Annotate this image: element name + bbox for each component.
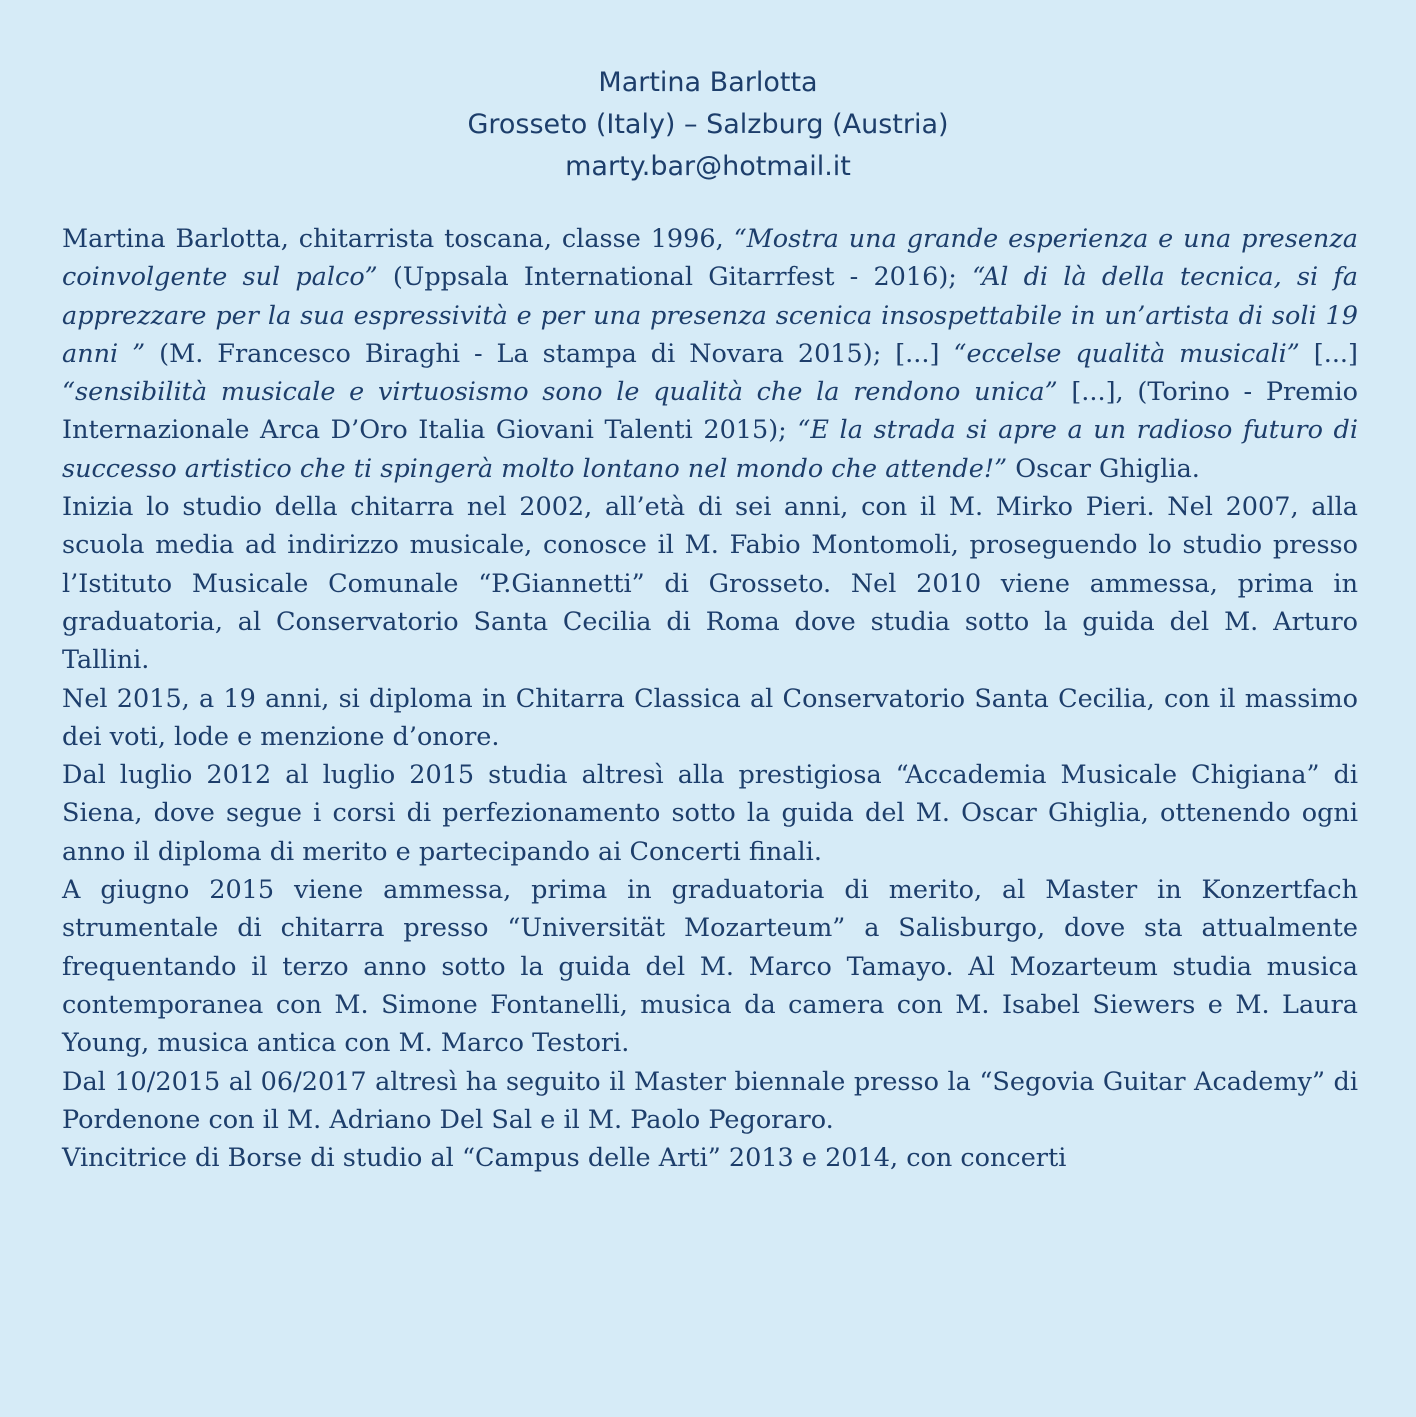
bio-text: [...]: [1299, 338, 1358, 369]
bio-paragraph-early-studies: Inizia lo studio della chitarra nel 2002, all’età di sei anni, con il M. Mirko Pieri. Nel 2007, alla scuola media ad indirizzo musicale, conosce il M. Fabio Montomoli, proseguendo lo studio presso l’Istituto Musicale Comunale “P.Giannetti” di Grosseto. Nel 2010 viene ammessa, prima in graduatoria, al Conservatorio Santa Cecilia di Roma dove studia sotto la guida del M. Arturo Tallini.: [62, 492, 1358, 676]
review-quote: “E la strada si apre a un radioso futuro di successo artistico che ti spingerà molto lontano nel mondo che attende!”: [62, 415, 1358, 484]
review-quote: “Al di là della tecnica, si fa apprezzare per la sua espressività e per una presenza scenica insospettabile in un’artista di soli 19 anni ”: [62, 262, 1358, 369]
bio-text: (M. Francesco Biraghi - La stampa di Novara 2015); [...]: [145, 338, 954, 369]
review-quote: “sensibilità musicale e virtuosismo sono le qualità che la rendono unica”: [62, 377, 1058, 408]
bio-text: Oscar Ghiglia.: [1007, 453, 1200, 484]
bio-paragraph-segovia: Dal 10/2015 al 06/2017 altresì ha seguito il Master biennale presso la “Segovia Guitar Academy” di Pordenone con il M. Adriano Del Sal e il M. Paolo Pegoraro.: [62, 1066, 1358, 1135]
bio-text: (Uppsala International Gitarrfest - 2016);: [377, 262, 973, 293]
review-quote: “Mostra una grande esperienza e una presenza coinvolgente sul palco”: [62, 224, 1358, 293]
review-quote: “eccelse qualità musicali”: [953, 338, 1300, 369]
author-location: Grosseto (Italy) – Salzburg (Austria): [467, 109, 949, 140]
bio-paragraph-diploma: Nel 2015, a 19 anni, si diploma in Chitarra Classica al Conservatorio Santa Cecilia, con il massimo dei voti, lode e menzione d’onore.: [62, 683, 1358, 752]
bio-text: Martina Barlotta, chitarrista toscana, classe 1996,: [62, 224, 734, 254]
biography-text: [62, 220, 1358, 1177]
bio-paragraph-mozarteum: A giugno 2015 viene ammessa, prima in graduatoria di merito, al Master in Konzertfach strumentale di chitarra presso “Universität Mozarteum” a Salisburgo, dove sta attualmente frequentando il terzo anno sotto la guida del M. Marco Tamayo. Al Mozarteum studia musica contemporanea con M. Simone Fontanelli, musica da camera con M. Isabel Siewers e M. Laura Young, musica antica con M. Marco Testori.: [62, 875, 1358, 1059]
bio-text: [...], (Torino - Premio Internazionale Arca D’Oro Italia Giovani Talenti 2015);: [62, 377, 1358, 446]
bio-paragraph-scholarships: Vincitrice di Borse di studio al “Campus delle Arti” 2013 e 2014, con concerti: [62, 1143, 1067, 1174]
document-header: [0, 62, 1416, 188]
author-email: marty.bar@hotmail.it: [565, 151, 851, 182]
bio-paragraph-reviews: [62, 220, 1358, 488]
bio-paragraph-chigiana: Dal luglio 2012 al luglio 2015 studia altresì alla prestigiosa “Accademia Musicale Chigiana” di Siena, dove segue i corsi di perfezionamento sotto la guida del M. Oscar Ghiglia, ottenendo ogni anno il diploma di merito e partecipando ai Concerti finali.: [62, 760, 1358, 867]
author-name: Martina Barlotta: [598, 67, 818, 98]
